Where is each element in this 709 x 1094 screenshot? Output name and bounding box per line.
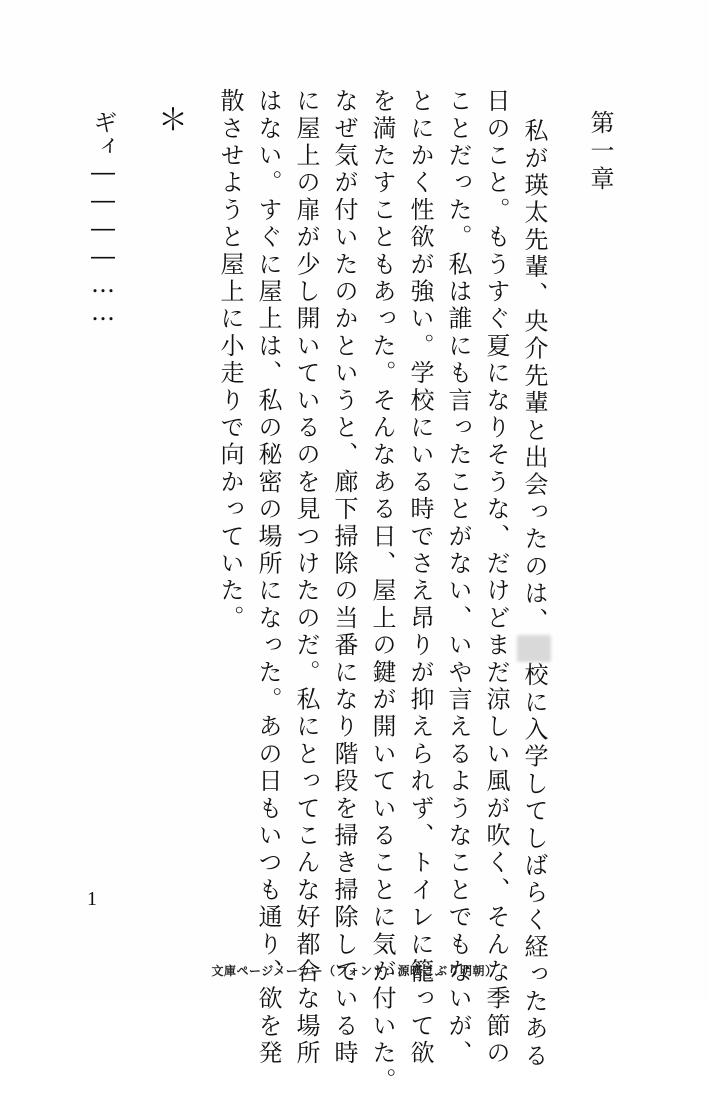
body-line-1-continued: 校に入学してしばらく経ったある xyxy=(520,662,548,1071)
redacted-text xyxy=(517,635,551,662)
body-line-2: 日のこと。もうすぐ夏になりそうな、だけどまだ涼しい風が吹く、そんな季節の xyxy=(482,88,510,1068)
body-line-6: なぜ気が付いたのかというと、廊下掃除の当番になり階段を掃き掃除している時 xyxy=(330,88,358,1068)
body-line-1 xyxy=(517,118,551,1070)
body-line-5: を満たすこともあった。そんなある日、屋上の鍵が開いていることに気が付いた。 xyxy=(368,88,396,1094)
chapter-title: 第一章 xyxy=(586,110,614,194)
section-break-asterisk: ＊ xyxy=(158,103,188,138)
footer-credit: 文庫ページメーカー（フォント：源暎こぶり明朝） xyxy=(211,964,498,978)
body-line-1-text: 私が瑛太先輩、央介先輩と出会ったのは、 xyxy=(520,118,548,635)
page-number: 1 xyxy=(87,888,97,910)
body-line-7: に屋上の扉が少し開いているのを見つけたのだ。私にとってこんな好都合な場所 xyxy=(292,88,320,1068)
body-line-8: はない。すぐに屋上は、私の秘密の場所になった。あの日もいつも通り、欲を発 xyxy=(254,88,282,1068)
scream-line: ギィ――――…… xyxy=(89,110,117,326)
body-line-9: 散させようと屋上に小走りで向かっていた。 xyxy=(216,88,244,632)
body-line-4: とにかく性欲が強い。学校にいる時でさえ昂りが抑えられず、トイレに籠って欲 xyxy=(406,88,434,1068)
body-line-3: ことだった。私は誰にも言ったことがない、いや言えるようなことでもないが、 xyxy=(444,88,472,1068)
